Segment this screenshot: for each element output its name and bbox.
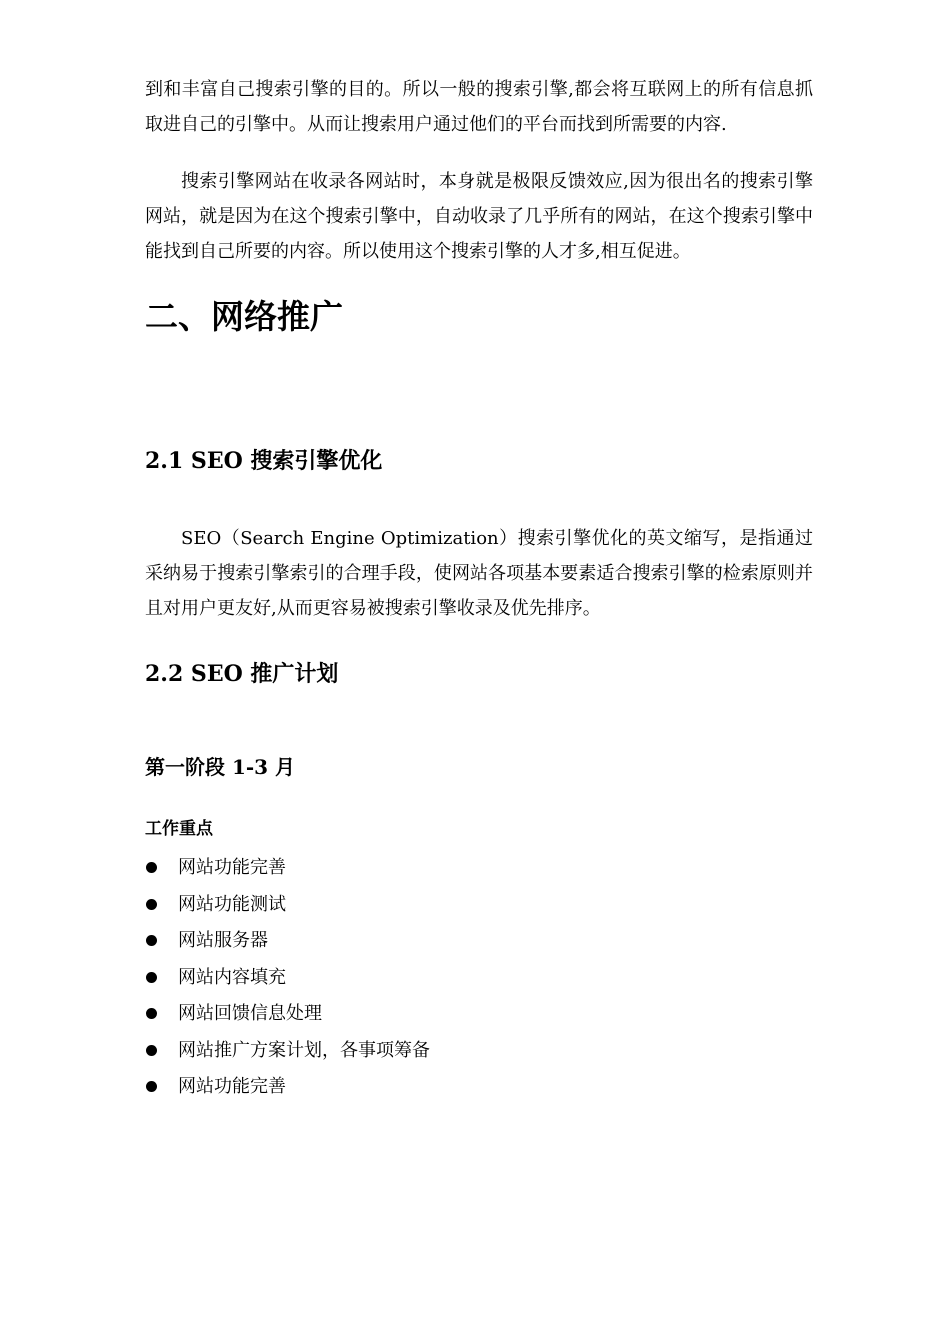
paragraph-seo-definition: SEO（Search Engine Optimization）搜索引擎优化的英文缩写，是指通过采纳易于搜索引擎索引的合理手段，使网站各项基本要素适合搜索引擎的检索原则并且对用户更友好,从而更容易被搜索引擎收录及优先排序。 xyxy=(145,528,813,619)
list-item xyxy=(145,1069,813,1106)
bullet-icon xyxy=(146,899,157,910)
document-page xyxy=(145,72,813,1106)
subsection-title-seo: 2.1 SEO 搜索引擎优化 xyxy=(145,448,383,474)
bullet-icon xyxy=(146,1008,157,1019)
section-title: 二、网络推广 xyxy=(145,297,343,336)
list-item-label: 网站回馈信息处理 xyxy=(178,1003,322,1024)
bullet-icon xyxy=(146,1081,157,1092)
subsection-title-seo-plan: 2.2 SEO 推广计划 xyxy=(145,661,339,687)
list-item-label: 网站功能完善 xyxy=(178,857,286,878)
list-item xyxy=(145,1033,813,1070)
list-item xyxy=(145,887,813,924)
bullet-icon xyxy=(146,972,157,983)
list-item xyxy=(145,923,813,960)
paragraph-intro-continued: 到和丰富自己搜索引擎的目的。所以一般的搜索引擎,都会将互联网上的所有信息抓取进自己的引擎中。从而让搜索用户通过他们的平台而找到所需要的内容. xyxy=(145,79,813,135)
bullet-icon xyxy=(146,935,157,946)
list-item-label: 网站功能测试 xyxy=(178,893,286,915)
list-item-label: 网站推广方案计划，各事项筹备 xyxy=(178,1039,430,1061)
list-item xyxy=(145,996,813,1033)
bullet-icon xyxy=(146,1045,157,1056)
bullet-icon xyxy=(146,862,157,873)
focus-title: 工作重点 xyxy=(145,819,213,839)
focus-list xyxy=(145,850,813,1106)
list-item xyxy=(145,960,813,997)
list-item xyxy=(145,850,813,887)
paragraph-feedback-effect: 搜索引擎网站在收录各网站时，本身就是极限反馈效应,因为很出名的搜索引擎网站，就是因为在这个搜索引擎中，自动收录了几乎所有的网站，在这个搜索引擎中能找到自己所要的内容。所以使用这个搜索引擎的人才多,相互促进。 xyxy=(145,171,813,262)
list-item-label: 网站内容填充 xyxy=(178,966,286,988)
list-item-label: 网站功能完善 xyxy=(178,1076,286,1097)
list-item-label: 网站服务器 xyxy=(178,930,268,951)
phase-title: 第一阶段 1-3 月 xyxy=(145,755,296,779)
